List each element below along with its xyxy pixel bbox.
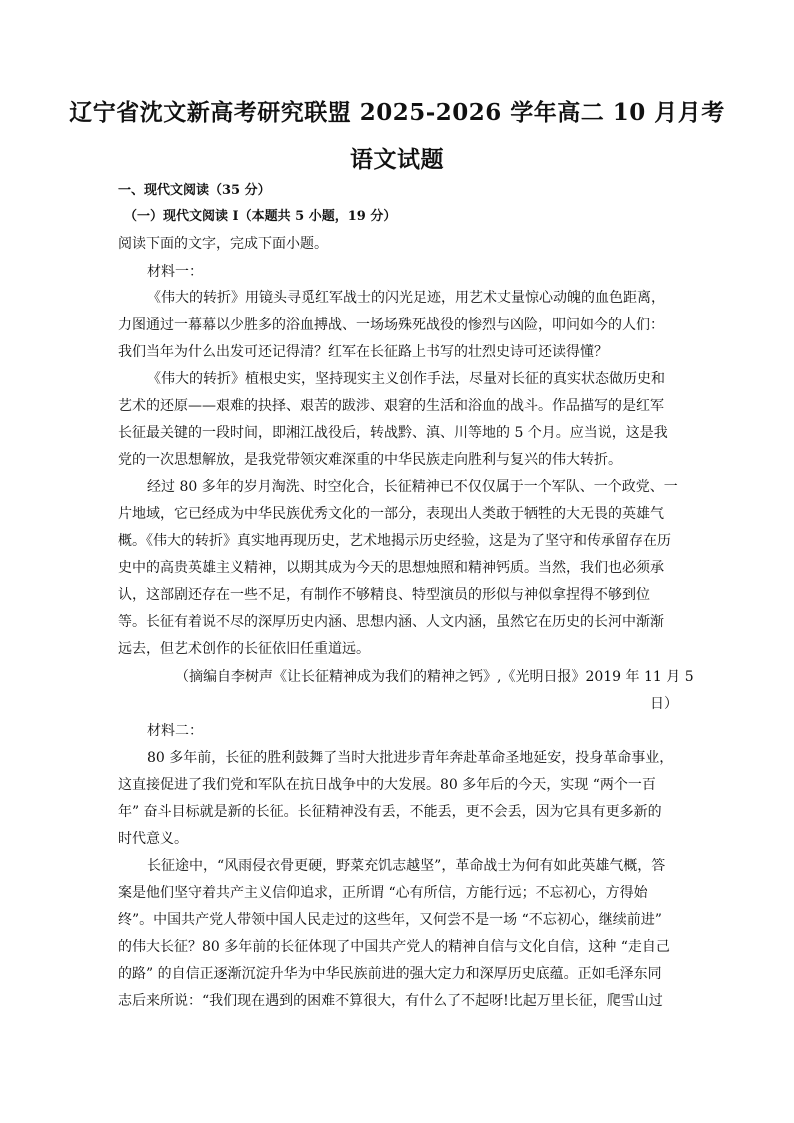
- paragraph-line: 党的一次思想解放，是我党带领灾难深重的中华民族走向胜利与复兴的伟大转折。: [118, 452, 622, 468]
- paragraph-line: 艺术的还原——艰难的抉择、艰苦的跋涉、艰窘的生活和浴血的战斗。作品描写的是红军: [118, 398, 664, 414]
- paragraph-line: 远去，但艺术创作的长征依旧任重道远。: [118, 641, 370, 657]
- material1-label: 材料一：: [147, 264, 203, 280]
- paragraph-line: 长征途中，“风雨侵衣骨更硬，野菜充饥志越坚”，革命战士为何有如此英雄气概，答: [147, 858, 666, 874]
- subsection-heading: （一）现代文阅读 I（本题共 5 小题，19 分）: [124, 209, 397, 224]
- paragraph-line: 史中的高贵英雄主义精神，以期其成为今天的思想烛照和精神钙质。当然，我们也必须承: [118, 560, 664, 576]
- material2-label: 材料二：: [147, 723, 203, 739]
- material1-source: （摘编自李树声《让长征精神成为我们的精神之钙》,《光明日报》2019 年 11 月 5: [175, 669, 694, 685]
- paragraph-line: 年” 奋斗目标就是新的长征。长征精神没有丢，不能丢，更不会丢，因为它具有更多新的: [118, 804, 662, 820]
- paragraph-line: 《伟大的转折》植根史实，坚持现实主义创作手法，尽量对长征的真实状态做历史和: [147, 371, 665, 387]
- paragraph-line: 志后来所说：“我们现在遇到的困难不算很大，有什么了不起呀!比起万里长征，爬雪山过: [118, 993, 663, 1009]
- instruction-text: 阅读下面的文字，完成下面小题。: [118, 236, 328, 252]
- paragraph-line: 这直接促进了我们党和军队在抗日战争中的大发展。80 多年后的今天，实现 “两个一百: [118, 777, 656, 793]
- paragraph-line: 终”。中国共产党人带领中国人民走过的这些年，又何尝不是一场 “不忘初心，继续前进”: [118, 912, 662, 928]
- paragraph-line: 长征最关键的一段时间，即湘江战役后，转战黔、滇、川等地的 5 个月。应当说，这是我: [118, 425, 668, 441]
- paragraph-line: 的伟大长征？80 多年前的长征体现了中国共产党人的精神自信与文化自信，这种 “走自己: [118, 939, 670, 955]
- paragraph-line: 概。《伟大的转折》真实地再现历史，艺术地揭示历史经验，这是为了坚守和传承留存在历: [118, 533, 671, 549]
- paragraph-line: 《伟大的转折》用镜头寻觅红军战士的闪光足迹，用艺术丈量惊心动魄的血色距离，: [147, 290, 665, 306]
- paragraph-line: 的路” 的自信正逐渐沉淀升华为中华民族前进的强大定力和深厚历史底蕴。正如毛泽东同: [118, 966, 662, 982]
- paragraph-line: 片地域，它已经成为中华民族优秀文化的一部分，表现出人类敢于牺牲的大无畏的英雄气: [118, 506, 664, 522]
- paragraph-line: 力图通过一幕幕以少胜多的浴血搏战、一场场殊死战役的惨烈与凶险，叩问如今的人们：: [118, 317, 664, 333]
- exam-title: 辽宁省沈文新高考研究联盟 2025-2026 学年高二 10 月月考: [69, 99, 725, 126]
- section-heading: 一、现代文阅读（35 分）: [118, 183, 271, 198]
- paragraph-line: 时代意义。: [118, 831, 188, 847]
- exam-subtitle: 语文试题: [350, 146, 444, 173]
- paragraph-line: 等。长征有着说不尽的深厚历史内涵、思想内涵、人文内涵，虽然它在历史的长河中渐渐: [118, 614, 664, 630]
- material1-source-end: 日）: [650, 696, 678, 712]
- paragraph-line: 认，这部剧还存在一些不足，有制作不够精良、特型演员的形似与神似拿捏得不够到位: [118, 587, 650, 603]
- paragraph-line: 80 多年前，长征的胜利鼓舞了当时大批进步青年奔赴革命圣地延安，投身革命事业，: [147, 750, 674, 766]
- paragraph-line: 我们当年为什么出发可还记得清？红军在长征路上书写的壮烈史诗可还读得懂？: [118, 344, 608, 360]
- paragraph-line: 经过 80 多年的岁月淘洗、时空化合，长征精神已不仅仅属于一个军队、一个政党、一: [147, 479, 678, 495]
- paragraph-line: 案是他们坚守着共产主义信仰追求，正所谓 “心有所信，方能行远；不忘初心，方得始: [118, 885, 648, 901]
